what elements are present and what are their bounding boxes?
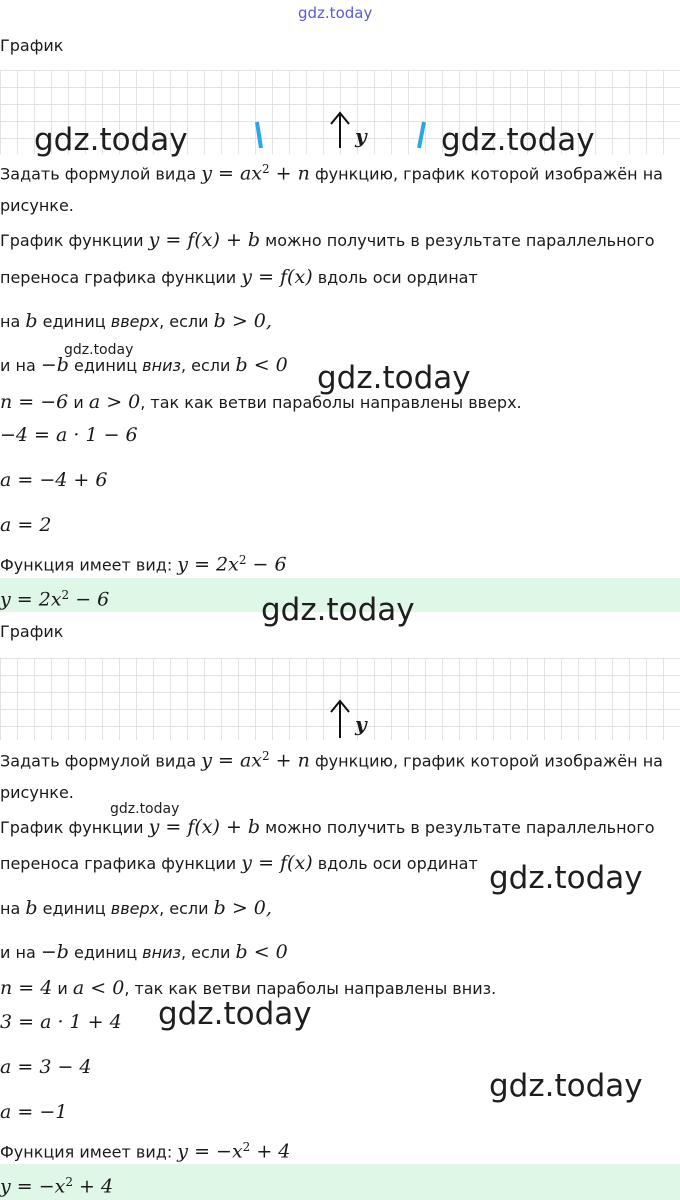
answer-box — [0, 1164, 680, 1200]
graph-heading: График — [0, 36, 64, 55]
y-axis-label: y — [355, 712, 367, 736]
graph-grid — [0, 658, 680, 740]
theory-line: переноса графика функции y = f(x) вдоль оси ординат — [0, 852, 478, 874]
theory-line: на b единиц вверх, если b > 0, — [0, 310, 272, 332]
theory-line: переноса графика функции y = f(x) вдоль оси ординат — [0, 266, 478, 288]
graph-heading: График — [0, 622, 64, 641]
solution-line: n = 4 и a < 0, так как ветви параболы направлены вниз. — [0, 977, 497, 999]
answer-formula: $y = -x^2 + 4$ — [0, 1175, 114, 1198]
task-statement-cont: рисунке. — [0, 783, 74, 802]
left-parabola-branch — [257, 122, 261, 148]
watermark: gdz.today — [317, 360, 471, 396]
y-axis-label: y — [355, 124, 367, 148]
graph-fragment — [0, 658, 680, 740]
equation: a = 3 − 4 — [0, 1056, 92, 1078]
equation: a = 2 — [0, 514, 52, 536]
equation: 3 = a · 1 + 4 — [0, 1011, 122, 1033]
watermark: gdz.today — [441, 122, 595, 158]
task-statement-cont: рисунке. — [0, 196, 74, 215]
theory-line: и на −b единиц вниз, если b < 0 — [0, 941, 288, 963]
watermark: gdz.today — [489, 860, 643, 896]
task-statement: Задать формулой вида $y = ax^2 + n$ функцию, график которой изображён на — [0, 749, 663, 772]
theory-line: и на −b единиц вниз, если b < 0 — [0, 354, 288, 376]
solution-line: n = −6 и a > 0, так как ветви параболы направлены вверх. — [0, 391, 522, 413]
result-line: Функция имеет вид: $y = -x^2 + 4$ — [0, 1140, 291, 1163]
equation: −4 = a · 1 − 6 — [0, 424, 138, 446]
watermark: gdz.today — [261, 592, 415, 628]
theory-line: на b единиц вверх, если b > 0, — [0, 897, 272, 919]
watermark: gdz.today — [489, 1068, 643, 1104]
equation: a = −1 — [0, 1101, 68, 1123]
right-parabola-branch — [419, 122, 424, 148]
theory-line: График функции y = f(x) + b можно получить в результате параллельного — [0, 229, 655, 251]
watermark: gdz.today — [110, 801, 180, 817]
watermark: gdz.today — [64, 342, 134, 358]
task-statement: Задать формулой вида $y = ax^2 + n$ функцию, график которой изображён на — [0, 162, 663, 185]
answer-formula: $y = 2x^2 - 6$ — [0, 588, 110, 611]
theory-line: График функции y = f(x) + b можно получить в результате параллельного — [0, 816, 655, 838]
watermark: gdz.today — [34, 122, 188, 158]
equation: a = −4 + 6 — [0, 469, 108, 491]
result-line: Функция имеет вид: $y = 2x^2 - 6$ — [0, 553, 287, 576]
watermark: gdz.today — [158, 996, 312, 1032]
watermark-top: gdz.today — [298, 4, 373, 22]
